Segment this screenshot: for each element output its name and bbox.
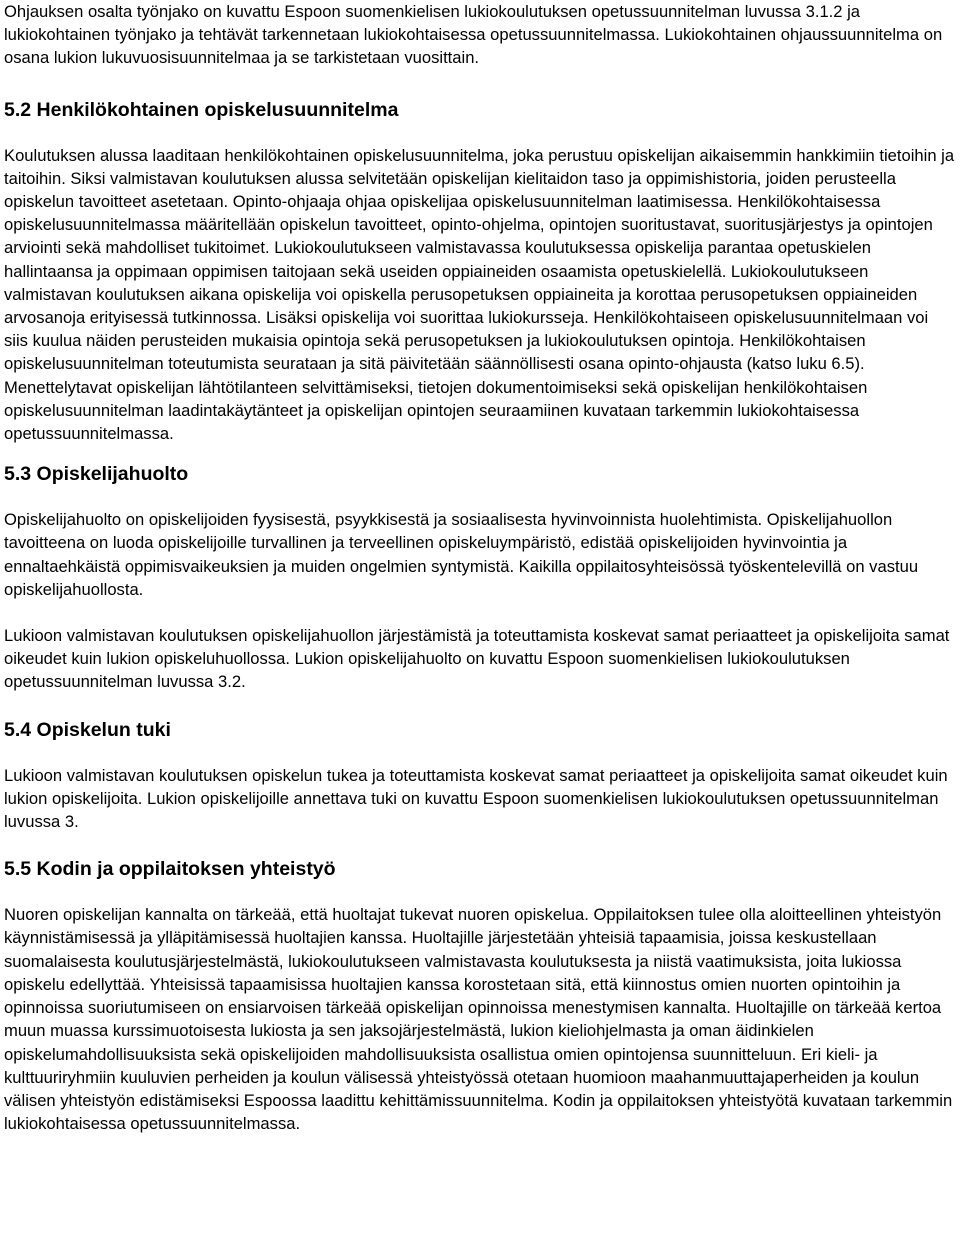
section-5-4-paragraph: Lukioon valmistavan koulutuksen opiskelun tukea ja toteuttamista koskevat samat periaatteet ja opiskelijoita samat oikeudet kuin lukion opiskelijoita. Lukion opiskelijoille annettava tuki on kuvattu Espoon suomenkielisen lukiokoulutuksen opetussuunnitelman luvussa 3. <box>4 765 948 832</box>
document-page <box>4 0 956 1135</box>
section-5-3-paragraph-1: Opiskelijahuolto on opiskelijoiden fyysisestä, psyykkisestä ja sosiaalisesta hyvinvoinnista huolehtimista. Opiskelijahuollon tavoitteena on luoda opiskelijoille turvallinen ja terveellinen opiskeluympäristö, edistää opiskelijoiden hyvinvointia ja ennaltaehkäistä oppimisvaikeuksien ja muiden ongelmien syntymistä. Kaikilla oppilaitosyhteisössä työskentelevillä on vastuu opiskelijahuollosta. <box>4 510 919 599</box>
section-heading-5-5: 5.5 Kodin ja oppilaitoksen yhteistyö <box>4 858 336 881</box>
section-5-2-paragraph: Koulutuksen alussa laaditaan henkilökohtainen opiskelusuunnitelma, joka perustuu opiskelijan aikaisemmin hankkimiin tietoihin ja taitoihin. Siksi valmistavan koulutuksen alussa selvitetään opiskelijan kielitaidon taso ja oppimishistoria, joiden perusteella opiskelun tavoitteet asetetaan. Opinto-ohjaaja ohjaa opiskelijaa opiskelusuunnitelman laatimisessa. Henkilökohtaisessa opiskelusuunnitelmassa määritellään opiskelun tavoitteet, opinto-ohjelma, opintojen suoritustavat, suoritusjärjestys ja opintojen arviointi sekä mahdolliset tukitoimet. Lukiokoulutukseen valmistavassa koulutuksessa opiskelija parantaa opetuskielen hallintaansa ja oppimaan oppimisen taitojaan sekä useiden oppiaineiden osaamista opetuskielellä. Lukiokoulutukseen valmistavan koulutuksen aikana opiskelija voi opiskella perusopetuksen oppiaineita ja korottaa perusopetuksen oppiaineiden arvosanoja erityisessä tutkinnossa. Lisäksi opiskelija voi suorittaa lukiokursseja. Henkilökohtaiseen opiskelusuunnitelmaan voi siis kuulua näiden perusteiden mukaisia opintoja sekä perusopetuksen ja lukiokoulutuksen opintoja. Henkilökohtaisen opiskelusuunnitelman toteutumista seurataan ja sitä päivitetään säännöllisesti osana opinto-ohjausta (katso luku 6.5). Menettelytavat opiskelijan lähtötilanteen selvittämiseksi, tietojen dokumentoimiseksi sekä opiskelijan henkilökohtaisen opiskelusuunnitelman laadintakäytänteet ja opiskelijan opintojen seuraamiinen kuvataan tarkemmin lukiokohtaisessa opetussuunnitelmassa. <box>4 145 955 444</box>
section-5-5-paragraph: Nuoren opiskelijan kannalta on tärkeää, että huoltajat tukevat nuoren opiskelua. Oppilaitoksen tulee olla aloitteellinen yhteistyön käynnistämisessä ja ylläpitämisessä huoltajien kanssa. Huoltajille järjestetään yhteisiä tapaamisia, joissa keskustellaan suomalaisesta koulutusjärjestelmästä, lukiokoulutukseen valmistavasta koulutuksesta ja niistä vaatimuksista, joita lukiossa opiskelu edellyttää. Yhteisissä tapaamisissa huoltajien kanssa korostetaan sitä, että kiinnostus omien nuorten opintoihin ja opinnoissa suoriutumiseen on ensiarvoisen tärkeää opiskelijan opinnoissa menestymisen kannalta. Huoltajille on tärkeää kertoa muun muassa kurssimuotoisesta lukiosta ja sen jaksojärjestelmästä, lukion kieliohjelmasta ja oman äidinkielen opiskelumahdollisuuksista sekä opiskelijoiden mahdollisuuksista osallistua omien opintojensa suunnitteluun. Eri kieli- ja kulttuuriryhmiin kuuluvien perheiden ja koulun välisessä yhteistyössä otetaan huomioon maahanmuuttajaperheiden ja koulun välisen yhteistyön edistämiseksi Espoossa laadittu kehittämissuunnitelma. Kodin ja oppilaitoksen yhteistyötä kuvataan tarkemmin lukiokohtaisessa opetussuunnitelmassa. <box>4 905 953 1134</box>
section-heading-5-4: 5.4 Opiskelun tuki <box>4 718 171 741</box>
section-heading-5-2: 5.2 Henkilökohtainen opiskelusuunnitelma <box>4 98 399 121</box>
intro-paragraph: Ohjauksen osalta työnjako on kuvattu Espoon suomenkielisen lukiokoulutuksen opetussuunnitelman luvussa 3.1.2 ja lukiokohtainen työnjako ja tehtävät tarkennetaan lukiokohtaisessa opetussuunnitelmassa. Lukiokohtainen ohjaussuunnitelma on osana lukion lukuvuosisuunnitelmaa ja se tarkistetaan vuosittain. <box>4 2 943 68</box>
section-heading-5-3: 5.3 Opiskelijahuolto <box>4 463 189 486</box>
section-5-3-paragraph-2: Lukioon valmistavan koulutuksen opiskelijahuollon järjestämistä ja toteuttamista koskevat samat periaatteet ja opiskelijoita samat oikeudet kuin lukion opiskeluhuollossa. Lukion opiskelijahuolto on kuvattu Espoon suomenkielisen lukiokoulutuksen opetussuunnitelman luvussa 3.2. <box>4 626 950 692</box>
